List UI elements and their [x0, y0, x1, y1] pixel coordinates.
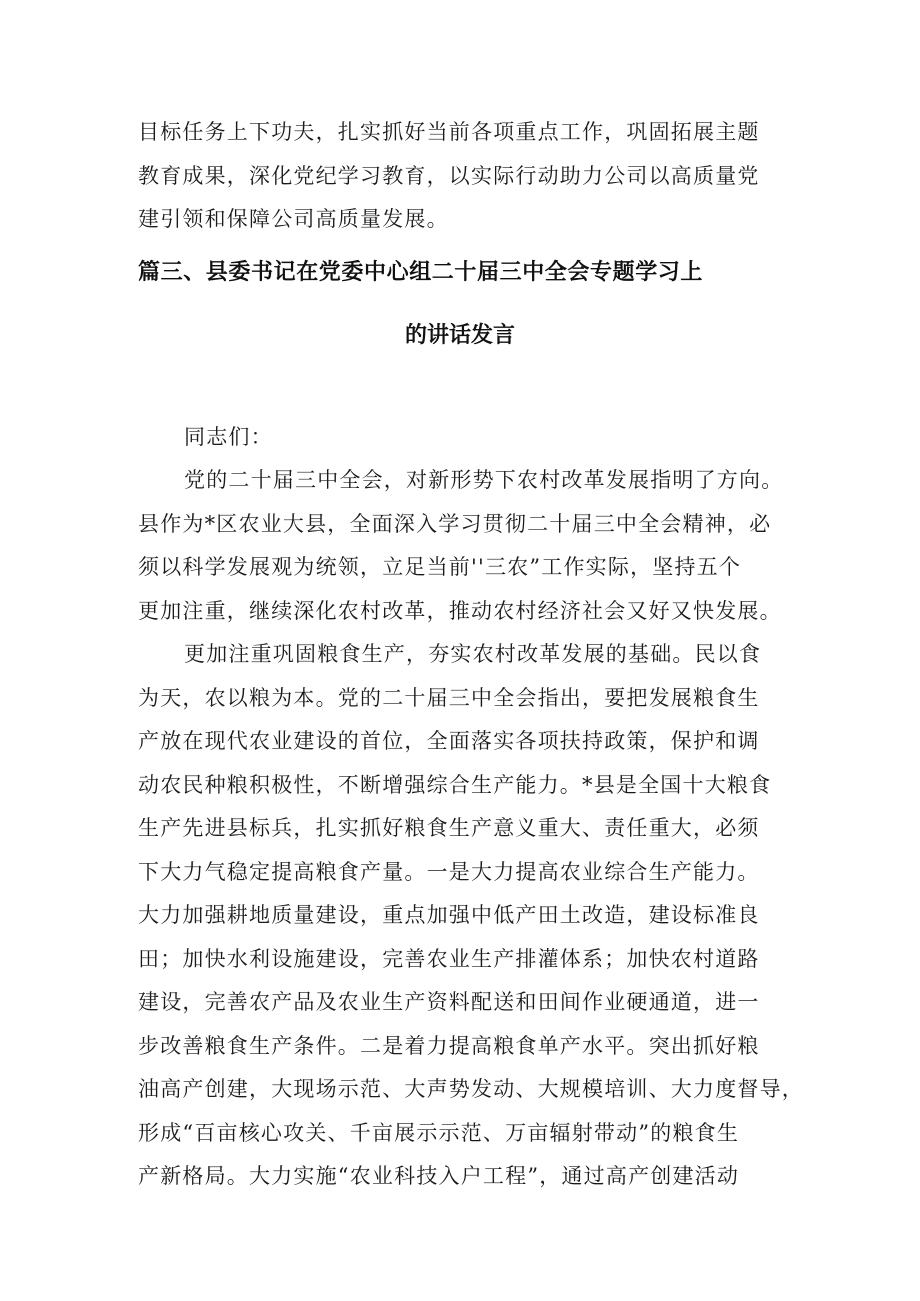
paragraph-line: 党的二十届三中全会，对新形势下农村改革发展指明了方向。: [184, 468, 784, 492]
paragraph-line: 形成“百亩核心攻关、千亩展示示范、万亩辐射带动”的粮食生: [138, 1121, 740, 1145]
paragraph-line: 县作为*区农业大县，全面深入学习贯彻二十届三中全会精神，必: [138, 512, 772, 536]
paragraph-line: 油高产创建，大现场示范、大声势发动、大规模培训、大力度督导，: [138, 1077, 804, 1101]
paragraph-line: 动农民种粮积极性，不断增强综合生产能力。*县是全国十大粮食: [138, 773, 772, 797]
paragraph-line: 为天，农以粮为本。党的二十届三中全会指出，要把发展粮食生: [138, 686, 760, 710]
paragraph-line: 更加注重，继续深化农村改革，推动农村经济社会又好又快发展。: [138, 599, 782, 623]
paragraph-line: 须以科学发展观为统领，立足当前''三农”工作实际，坚持五个: [138, 555, 742, 579]
salutation: 同志们：: [184, 425, 273, 449]
section-heading: 篇三、县委书记在党委中心组二十届三中全会专题学习上: [138, 260, 704, 285]
paragraph-line: 产新格局。大力实施“农业科技入户工程”，通过高产创建活动: [138, 1164, 740, 1188]
section-heading-continued: 的讲话发言: [404, 323, 515, 348]
paragraph-line: 下大力气稳定提高粮食产量。一是大力提高农业综合生产能力。: [138, 860, 760, 884]
paragraph-line: 田；加快水利设施建设，完善农业生产排灌体系；加快农村道路: [138, 947, 760, 971]
body-text-line: 教育成果，深化党纪学习教育，以实际行动助力公司以高质量党: [138, 164, 760, 188]
paragraph-line: 建设，完善农产品及农业生产资料配送和田间作业硬通道，进一: [138, 990, 760, 1014]
paragraph-line: 产放在现代农业建设的首位，全面落实各项扶持政策，保护和调: [138, 729, 760, 753]
paragraph-line: 大力加强耕地质量建设，重点加强中低产田土改造，建设标准良: [138, 903, 760, 927]
paragraph-line: 生产先进县标兵，扎实抓好粮食生产意义重大、责任重大，必须: [138, 816, 760, 840]
paragraph-line: 更加注重巩固粮食生产，夯实农村改革发展的基础。民以食: [184, 642, 762, 666]
body-text-line: 建引领和保障公司高质量发展。: [138, 207, 449, 231]
body-text-line: 目标任务上下功夫，扎实抓好当前各项重点工作，巩固拓展主题: [138, 120, 760, 144]
paragraph-line: 步改善粮食生产条件。二是着力提高粮食单产水平。突出抓好粮: [138, 1034, 760, 1058]
